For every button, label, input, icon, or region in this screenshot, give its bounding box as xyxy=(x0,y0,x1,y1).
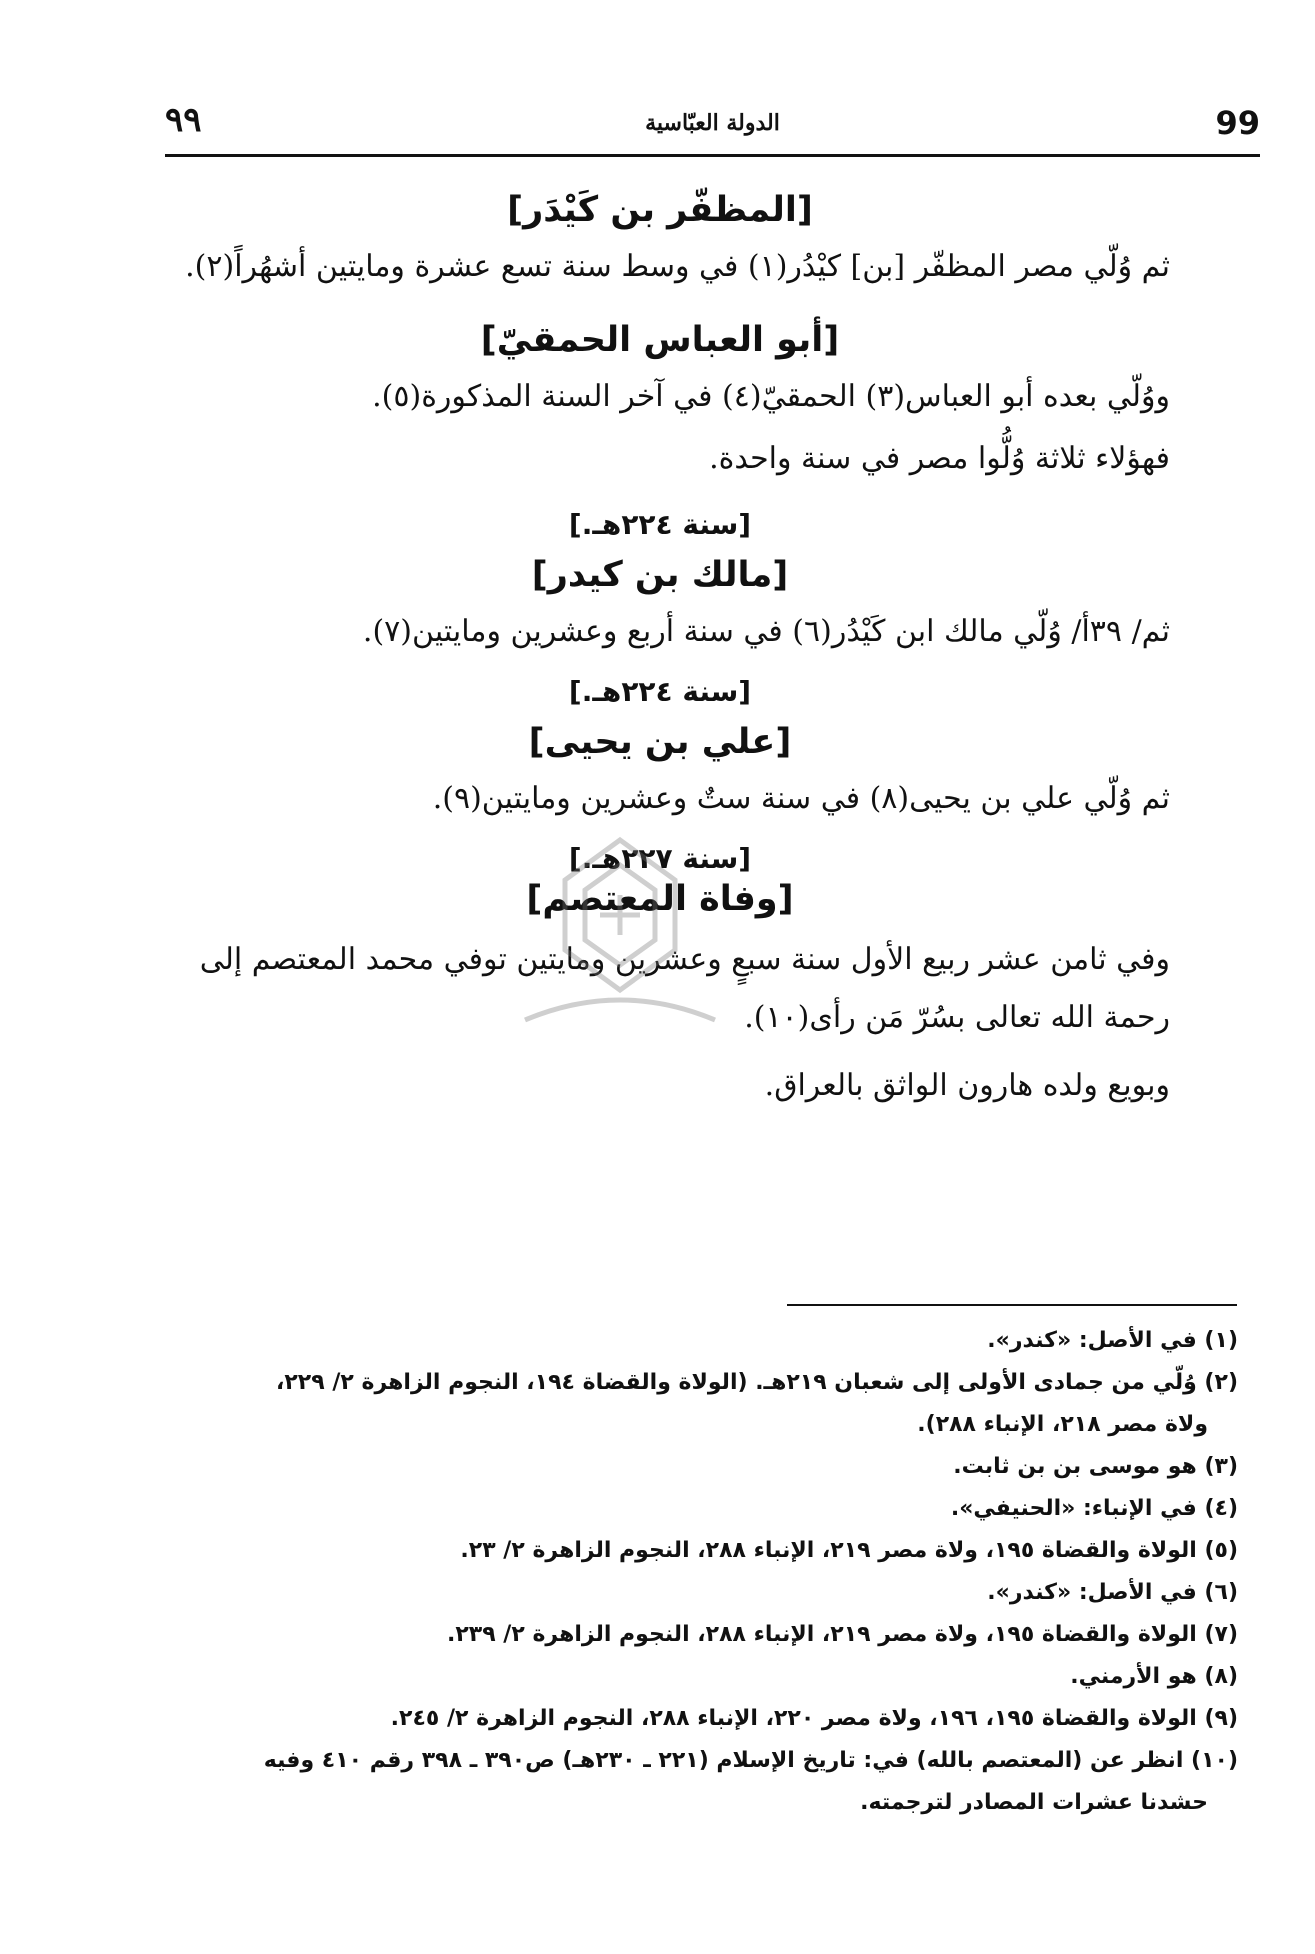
footnote-continuation: حشدنا عشرات المصادر لترجمته. xyxy=(860,1790,1208,1815)
paragraph: ووُلّي بعده أبو العباس(٣) الحمقيّ(٤) في آخر السنة المذكورة(٥). xyxy=(372,379,1170,414)
library-stamp-watermark xyxy=(505,820,735,1040)
footnote-continuation: ولاة مصر ٢١٨، الإنباء ٢٨٨). xyxy=(917,1412,1208,1437)
footnote: (١٠) انظر عن (المعتصم بالله) في: تاريخ الإسلام (٢٢١ ـ ٢٣٠هـ) ص٣٩٠ ـ ٣٩٨ رقم ٤١٠ وفيه xyxy=(263,1748,1238,1773)
footnote-rule xyxy=(787,1304,1237,1306)
section-heading: [أبو العباس الحمقيّ] xyxy=(480,320,840,360)
footnote: (٦) في الأصل: «كندر». xyxy=(987,1580,1238,1605)
footnote: (٧) الولاة والقضاة ١٩٥، ولاة مصر ٢١٩، الإنباء ٢٨٨، النجوم الزاهرة ٢/ ٢٣٩. xyxy=(446,1622,1238,1647)
header-rule xyxy=(165,154,1260,157)
page-number-arabic: ٩٩ xyxy=(165,100,202,140)
footnote: (٩) الولاة والقضاة ١٩٥، ١٩٦، ولاة مصر ٢٢٠، الإنباء ٢٨٨، النجوم الزاهرة ٢/ ٢٤٥. xyxy=(390,1706,1238,1731)
paragraph: فهؤلاء ثلاثة وُلُّوا مصر في سنة واحدة. xyxy=(709,441,1170,476)
year-heading: [سنة ٢٢٧هـ.] xyxy=(568,842,752,875)
paragraph: ثم وُلّي علي بن يحيى(٨) في سنة ستٌ وعشرين ومايتين(٩). xyxy=(432,781,1170,816)
page-header xyxy=(165,100,1260,154)
footnote: (٢) وُلّي من جمادى الأولى إلى شعبان ٢١٩هـ. (الولاة والقضاة ١٩٤، النجوم الزاهرة ٢/ ٢٢٩، xyxy=(276,1370,1238,1395)
footnotes xyxy=(148,1320,1238,1824)
section-heading: [وفاة المعتصم] xyxy=(526,879,794,919)
section-heading: [علي بن يحيى] xyxy=(528,722,792,762)
page-number-latin: 99 xyxy=(1215,104,1260,142)
year-heading: [سنة ٢٢٤هـ.] xyxy=(568,508,752,541)
paragraph: ثم وُلّي مصر المظفّر [بن] كيْدُر(١) في وسط سنة تسع عشرة ومايتين أشهُراً(٢). xyxy=(185,249,1170,284)
footnote: (١) في الأصل: «كندر». xyxy=(987,1328,1238,1353)
footnote: (٥) الولاة والقضاة ١٩٥، ولاة مصر ٢١٩، الإنباء ٢٨٨، النجوم الزاهرة ٢/ ٢٣. xyxy=(460,1538,1238,1563)
year-heading: [سنة ٢٢٤هـ.] xyxy=(568,675,752,708)
paragraph: وفي ثامن عشر ربيع الأول سنة سبعٍ وعشرين ومايتين توفي محمد المعتصم إلى رحمة الله تعالى بسُرّ مَن رأى(١٠). xyxy=(199,942,1170,1035)
footnote: (٤) في الإنباء: «الحنيفي». xyxy=(950,1496,1238,1521)
paragraph: وبويع ولده هارون الواثق بالعراق. xyxy=(764,1068,1170,1103)
footnote: (٣) هو موسى بن بن ثابت. xyxy=(953,1454,1238,1479)
footnote: (٨) هو الأرمني. xyxy=(1070,1664,1238,1689)
paragraph: ثم/ ٣٩أ/ وُلّي مالك ابن كَيْدُر(٦) في سنة أربع وعشرين ومايتين(٧). xyxy=(362,614,1170,649)
running-title: الدولة العبّاسية xyxy=(645,110,780,136)
section-heading: [مالك بن كيدر] xyxy=(531,555,789,595)
section-heading: [المظفّر بن كَيْدَر] xyxy=(507,190,813,230)
